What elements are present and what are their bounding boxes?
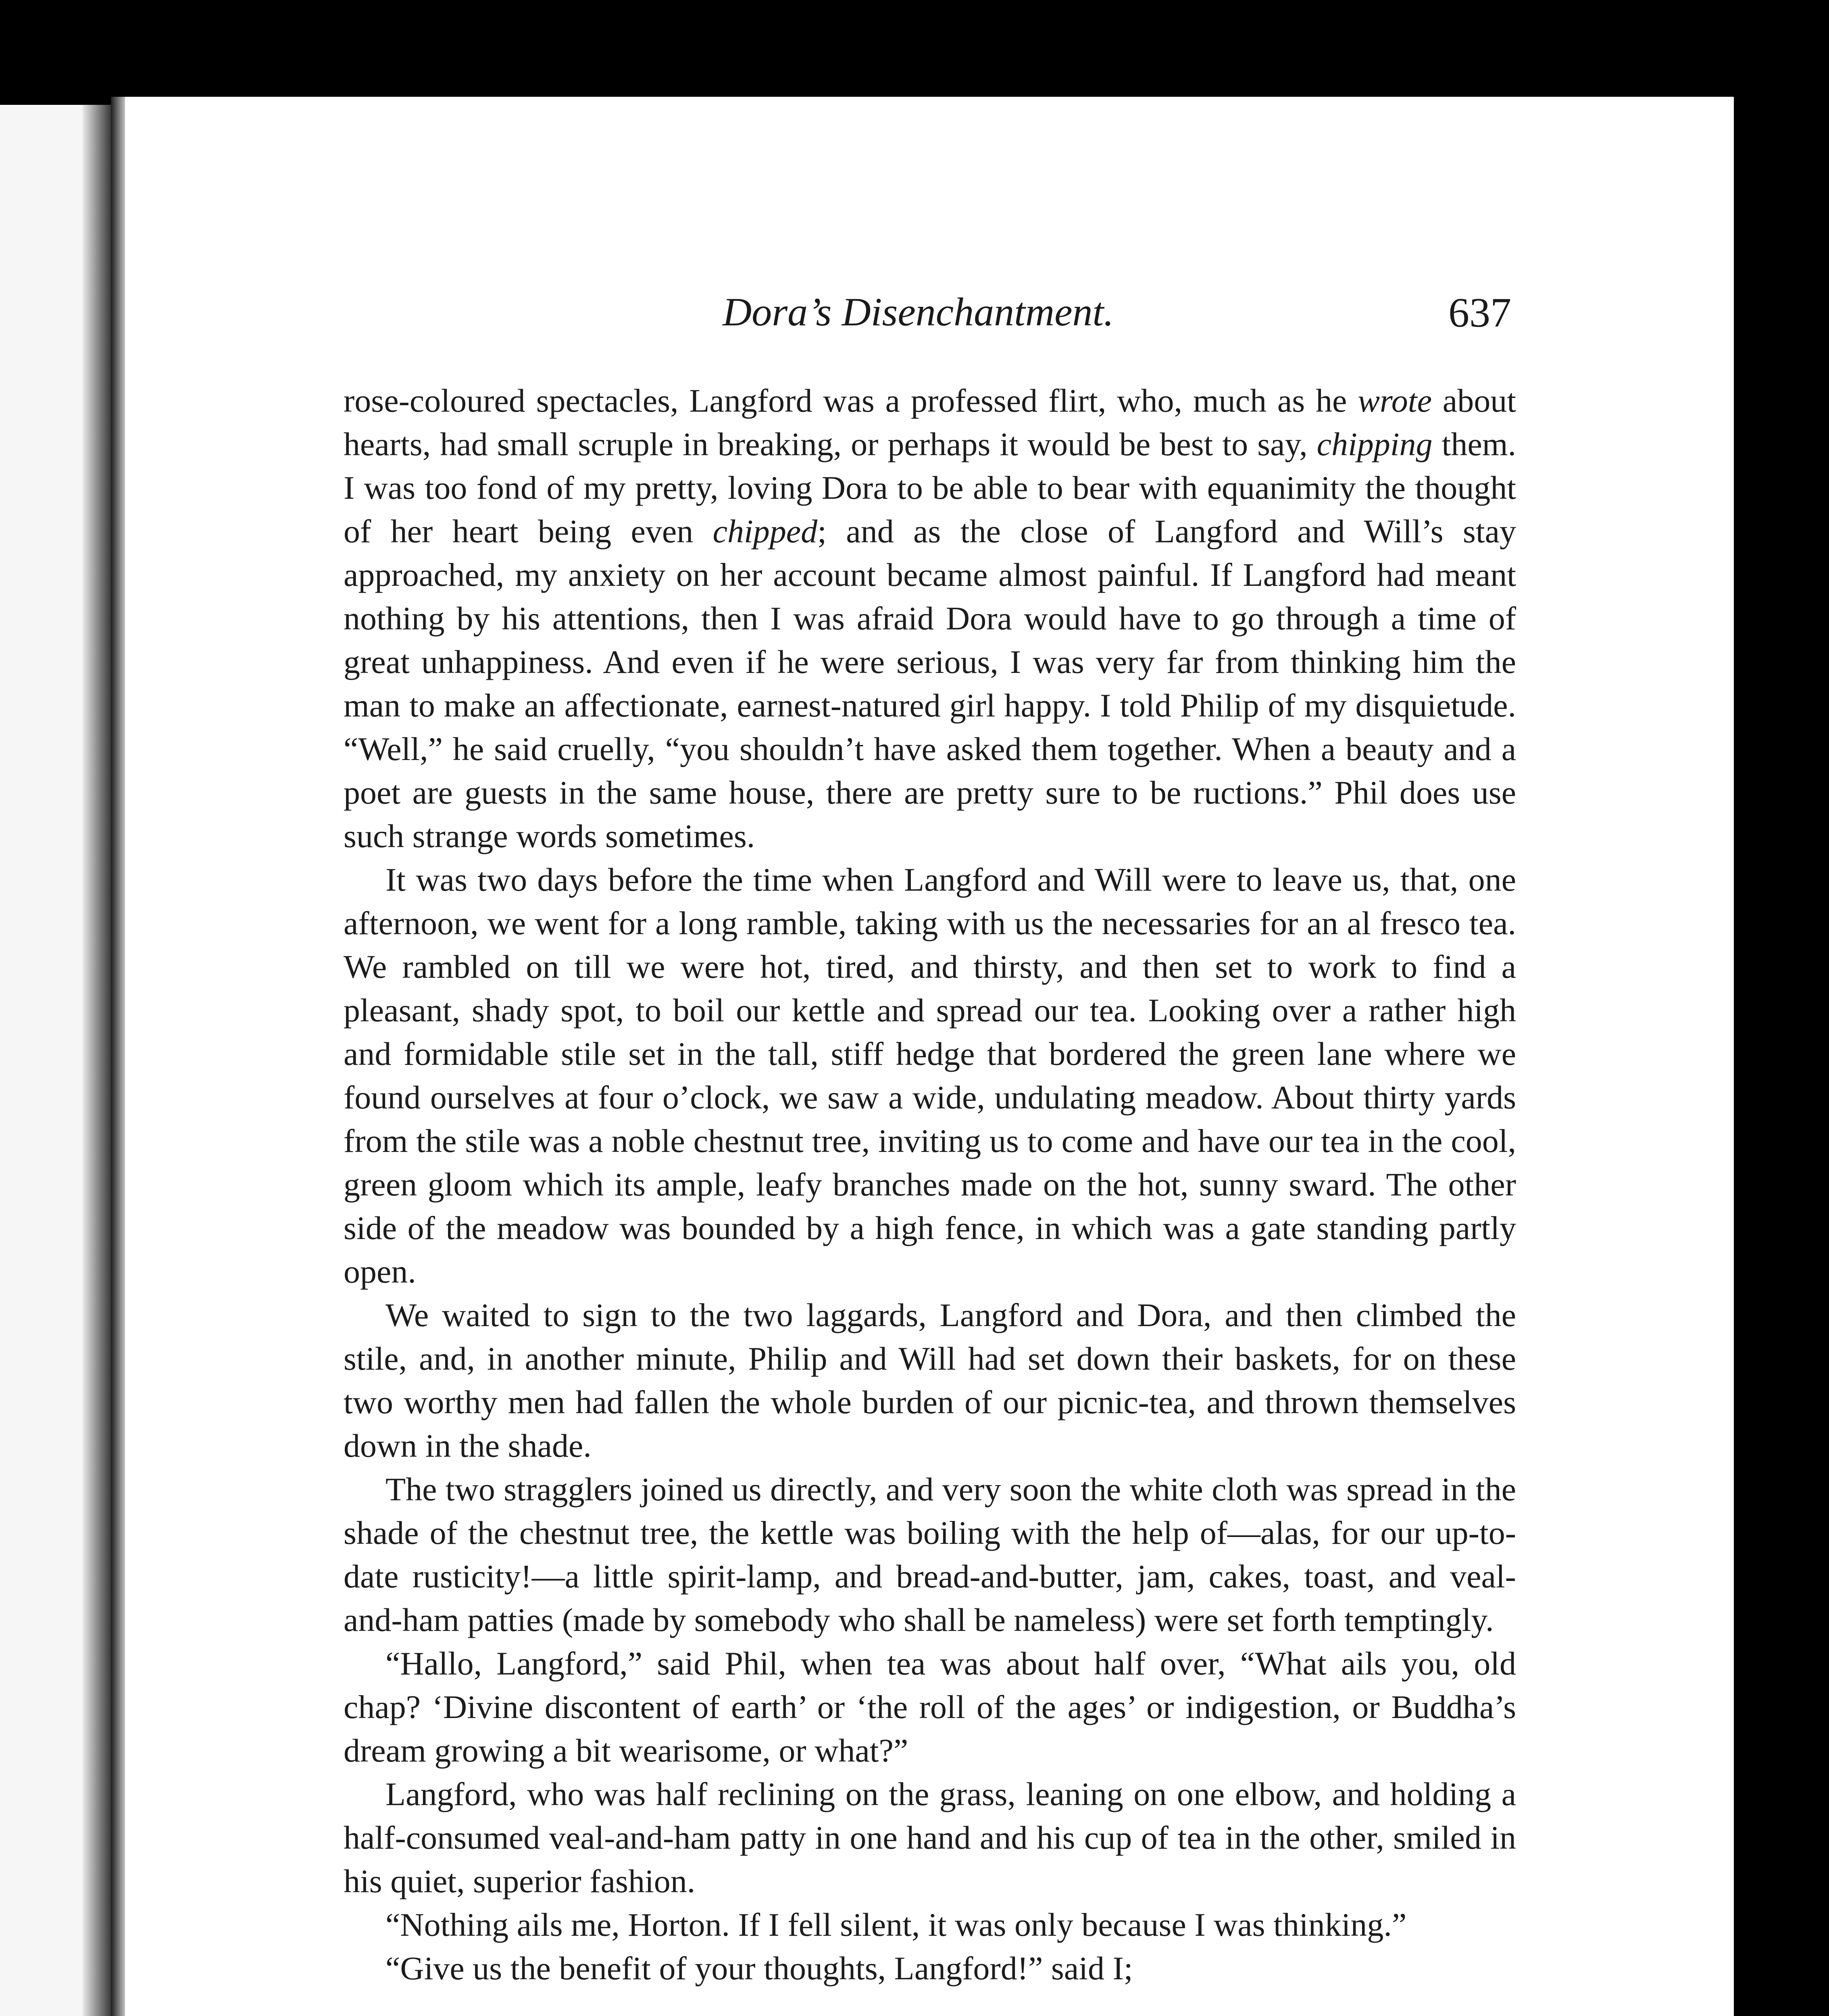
page-binding-shadow	[111, 97, 127, 2016]
paragraph-2: It was two days before the time when Langford and Will were to leave us, that, one afternoon, we went for a long ramble, taking with us the necessaries for an al fresco tea. We rambled on till we were hot, tired, and thirsty, and then set to work to find a pleasant, shady spot, to boil our kettle and spread our tea. Looking over a rather high and formidable stile set in the tall, stiff hedge that bordered the green lane where we found ourselves at four o’clock, we saw a wide, undulating meadow. About thirty yards from the stile was a noble chestnut tree, inviting us to come and have our tea in the cool, green gloom which its ample, leafy branches made on the hot, sunny sward. The other side of the meadow was bounded by a high fence, in which was a gate standing partly open.	[344, 861, 1516, 1290]
running-title: Dora’s Disenchantment.	[723, 289, 1114, 334]
paragraph-5: “Hallo, Langford,” said Phil, when tea was about half over, “What ails you, old chap? ‘Divine discontent of earth’ or ‘the roll of the ages’ or indigestion, or Buddha’s dream growing a bit wearisome, or what?”	[344, 1645, 1516, 1769]
paragraph-6: Langford, who was half reclining on the grass, leaning on one elbow, and holding a half-consumed veal-and-ham patty in one hand and his cup of tea in the other, smiled in his quiet, superior fashion.	[344, 1776, 1516, 1899]
page-number: 637	[1448, 289, 1511, 336]
paragraph-4: The two stragglers joined us directly, and very soon the white cloth was spread in the shade of the chestnut tree, the kettle was boiling with the help of—alas, for our up-to-date rusticity!—a little spirit-lamp, and bread-and-butter, jam, cakes, toast, and veal-and-ham patties (made by somebody who shall be nameless) were set forth temptingly.	[344, 1471, 1516, 1638]
body-text	[344, 379, 1516, 1990]
paragraph-7: “Nothing ails me, Horton. If I fell silent, it was only because I was thinking.”	[385, 1906, 1407, 1943]
paragraph-1: rose-coloured spectacles, Langford was a professed flirt, who, much as he wrote about hearts, had small scruple in breaking, or perhaps it would be best to say, chipping them. I was too fond of my pretty, loving Dora to be able to bear with equanimity the thought of her heart being even chipped; and as the close of Langford and Will’s stay approached, my anxiety on her account became almost painful. If Langford had meant nothing by his attentions, then I was afraid Dora would have to go through a time of great unhappiness. And even if he were serious, I was very far from thinking him the man to make an affectionate, earnest-natured girl happy. I told Philip of my disquietude. “Well,” he said cruelly, “you shouldn’t have asked them together. When a beauty and a poet are guests in the same house, there are pretty sure to be ructions.” Phil does use such strange words sometimes.	[344, 382, 1516, 854]
page-gutter-shadow	[83, 105, 111, 2016]
paragraph-8: “Give us the benefit of your thoughts, Langford!” said I;	[385, 1950, 1133, 1987]
facing-page-edge	[0, 105, 111, 2016]
paragraph-3: We waited to sign to the two laggards, Langford and Dora, and then climbed the stile, and, in another minute, Philip and Will had set down their baskets, for on these two worthy men had fallen the whole burden of our picnic-tea, and thrown themselves down in the shade.	[344, 1297, 1516, 1464]
